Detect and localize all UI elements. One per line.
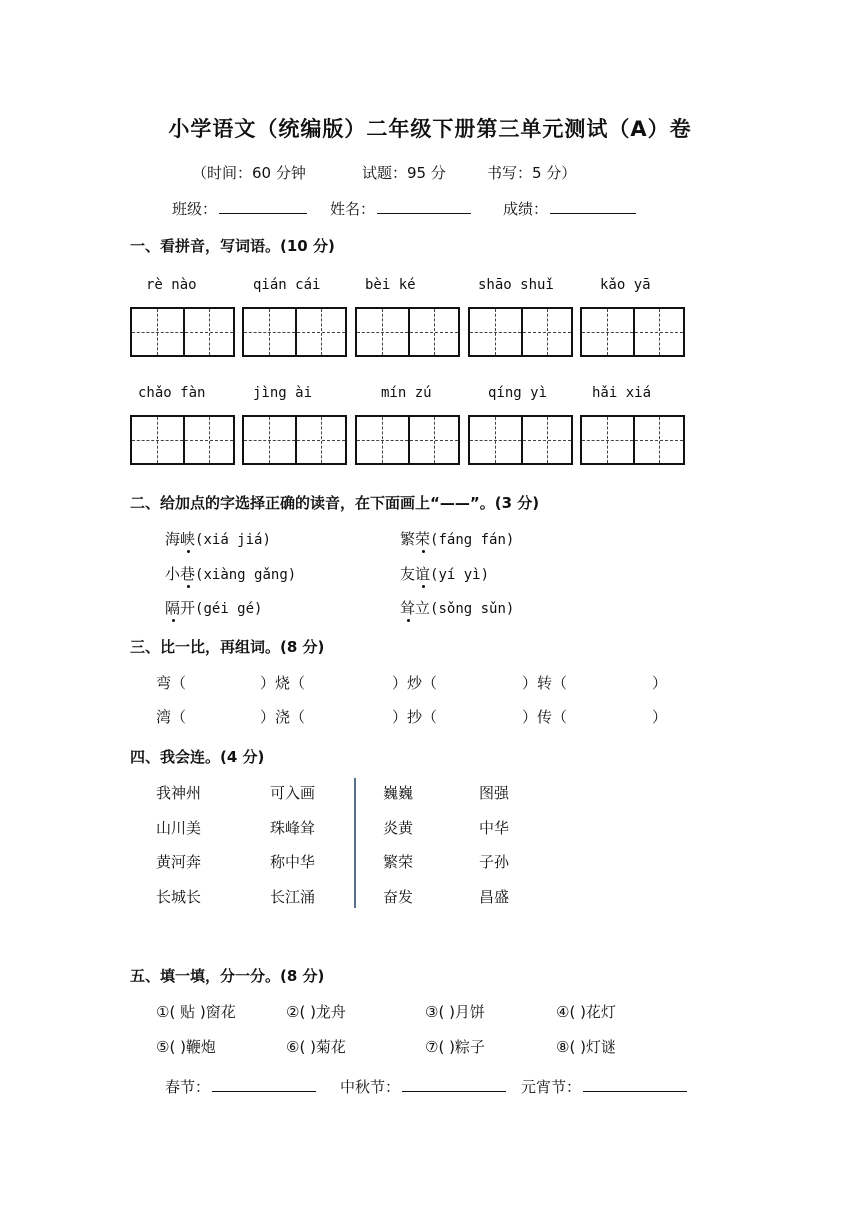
fill-item[interactable]: ①( 贴 )窗花 <box>156 1003 236 1021</box>
writing-grid[interactable] <box>355 307 460 357</box>
pinyin-label: qíng yì <box>488 385 548 401</box>
category-blank[interactable] <box>212 1077 316 1092</box>
writing-grid[interactable] <box>468 307 573 357</box>
section-3-heading: 三、比一比，再组词。(8 分) <box>130 638 325 656</box>
writing-grid[interactable] <box>130 307 235 357</box>
compare-part: 弯（ <box>156 674 187 692</box>
compare-part: ）浇（ <box>260 708 306 726</box>
fill-item[interactable]: ⑦( )粽子 <box>425 1038 485 1056</box>
pinyin-label: bèi ké <box>365 277 416 293</box>
grade-label: 成绩： <box>503 200 549 218</box>
compare-part: ） <box>652 708 668 726</box>
reading-item: 海峡(xiá jiá) <box>165 530 271 548</box>
time-info: （时间：60 分钟 <box>192 164 306 182</box>
grade-field[interactable] <box>503 198 636 219</box>
match-item[interactable]: 图强 <box>479 784 510 802</box>
match-item[interactable]: 可入画 <box>270 784 316 802</box>
fill-item[interactable]: ②( )龙舟 <box>286 1003 346 1021</box>
reading-item: 繁荣(fáng fán) <box>400 530 515 548</box>
class-field[interactable] <box>172 198 307 219</box>
match-item[interactable]: 巍巍 <box>383 784 414 802</box>
compare-part: ）烧（ <box>260 674 306 692</box>
pinyin-label: hǎi xiá <box>592 385 652 401</box>
writing-grid[interactable] <box>580 415 685 465</box>
pinyin-label: qián cái <box>253 277 321 293</box>
section-2-heading: 二、给加点的字选择正确的读音，在下面画上“——”。(3 分) <box>130 494 540 512</box>
page-title: 小学语文（统编版）二年级下册第三单元测试（A）卷 <box>168 117 692 141</box>
writing-grid[interactable] <box>468 415 573 465</box>
compare-part: ）传（ <box>522 708 568 726</box>
compare-part: 湾（ <box>156 708 187 726</box>
pinyin-label: jìng ài <box>253 385 313 401</box>
fill-item[interactable]: ④( )花灯 <box>556 1003 616 1021</box>
category-blank[interactable] <box>583 1077 687 1092</box>
grade-blank[interactable] <box>550 199 636 214</box>
category-label: 元宵节： <box>521 1078 582 1096</box>
compare-part: ）转（ <box>522 674 568 692</box>
writing-grid[interactable] <box>242 307 347 357</box>
reading-item: 耸立(sǒng sǔn) <box>400 599 515 617</box>
section-4-heading: 四、我会连。(4 分) <box>130 748 265 766</box>
column-divider <box>354 778 356 908</box>
class-label: 班级： <box>172 200 218 218</box>
pinyin-label: rè nào <box>146 277 197 293</box>
category-field[interactable] <box>165 1076 316 1097</box>
match-item[interactable]: 子孙 <box>479 853 510 871</box>
match-item[interactable]: 珠峰耸 <box>270 819 316 837</box>
match-item[interactable]: 长城长 <box>156 888 202 906</box>
category-label: 中秋节： <box>340 1078 401 1096</box>
section-5-heading: 五、填一填，分一分。(8 分) <box>130 967 325 985</box>
match-item[interactable]: 称中华 <box>270 853 316 871</box>
fill-item[interactable]: ⑥( )菊花 <box>286 1038 346 1056</box>
name-blank[interactable] <box>377 199 471 214</box>
category-blank[interactable] <box>402 1077 506 1092</box>
fill-item[interactable]: ⑧( )灯谜 <box>556 1038 616 1056</box>
writing-grid[interactable] <box>130 415 235 465</box>
category-field[interactable] <box>340 1076 506 1097</box>
match-item[interactable]: 奋发 <box>383 888 414 906</box>
pinyin-label: chǎo fàn <box>138 385 206 401</box>
category-label: 春节： <box>165 1078 211 1096</box>
compare-part: ）炒（ <box>392 674 438 692</box>
reading-item: 小巷(xiàng gǎng) <box>165 565 297 583</box>
match-item[interactable]: 黄河奔 <box>156 853 202 871</box>
fill-item[interactable]: ⑤( )鞭炮 <box>156 1038 216 1056</box>
compare-part: ）抄（ <box>392 708 438 726</box>
reading-item: 友谊(yí yì) <box>400 565 490 583</box>
class-blank[interactable] <box>219 199 307 214</box>
match-item[interactable]: 长江涌 <box>270 888 316 906</box>
writing-grid[interactable] <box>580 307 685 357</box>
pinyin-label: mín zú <box>381 385 432 401</box>
match-item[interactable]: 繁荣 <box>383 853 414 871</box>
category-field[interactable] <box>521 1076 687 1097</box>
section-1-heading: 一、看拼音，写词语。(10 分) <box>130 237 335 255</box>
name-field[interactable] <box>330 198 471 219</box>
writing-grid[interactable] <box>355 415 460 465</box>
match-item[interactable]: 我神州 <box>156 784 202 802</box>
pinyin-label: kǎo yā <box>600 277 651 293</box>
name-label: 姓名： <box>330 200 376 218</box>
match-item[interactable]: 山川美 <box>156 819 202 837</box>
compare-part: ） <box>652 674 668 692</box>
reading-item: 隔开(géi gé) <box>165 599 263 617</box>
fill-item[interactable]: ③( )月饼 <box>425 1003 485 1021</box>
score-info: 试题：95 分 <box>362 164 446 182</box>
pinyin-label: shāo shuǐ <box>478 277 554 293</box>
match-item[interactable]: 炎黄 <box>383 819 414 837</box>
writing-grid[interactable] <box>242 415 347 465</box>
match-item[interactable]: 中华 <box>479 819 510 837</box>
match-item[interactable]: 昌盛 <box>479 888 510 906</box>
writing-info: 书写：5 分） <box>487 164 577 182</box>
